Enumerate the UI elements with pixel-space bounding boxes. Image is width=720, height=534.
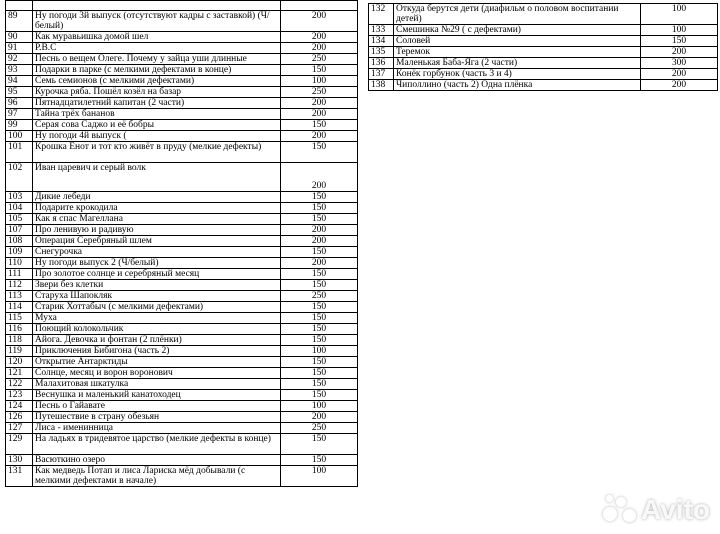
table-row [6, 280, 358, 291]
item-title: Тайна трёх бананов [33, 109, 281, 120]
table-row [6, 412, 358, 423]
table-row [369, 69, 718, 80]
item-title: Семь семионов (с мелкими дефектами) [33, 76, 281, 87]
item-price: 150 [281, 65, 358, 76]
table-row [6, 401, 358, 412]
item-title: Маленькая Баба-Яга (2 части) [394, 58, 641, 69]
item-title: На ладьях в тридевятое царство (мелкие дефекты в конце) [33, 434, 281, 455]
item-price: 150 [281, 142, 358, 163]
item-price: 200 [281, 98, 358, 109]
table-row [6, 324, 358, 335]
item-price: 200 [281, 43, 358, 54]
item-number: 99 [6, 120, 33, 131]
table-row [369, 58, 718, 69]
table-row [6, 120, 358, 131]
item-price: 200 [281, 131, 358, 142]
item-title: Крошка Енот и тот кто живёт в пруду (мелкие дефекты) [33, 142, 281, 163]
item-number: 127 [6, 423, 33, 434]
item-number: 131 [6, 466, 33, 487]
table-row [6, 466, 358, 487]
avito-logo-icon [603, 495, 637, 525]
item-price: 150 [281, 455, 358, 466]
table-row [6, 163, 358, 192]
item-price: 150 [281, 379, 358, 390]
item-price: 100 [641, 25, 718, 36]
item-price: 250 [281, 87, 358, 98]
item-price [281, 1, 358, 11]
item-title: Смешинка №29 ( с дефектами) [394, 25, 641, 36]
item-number: 134 [369, 36, 394, 47]
table-row [6, 258, 358, 269]
table-row [6, 11, 358, 32]
item-price: 150 [281, 203, 358, 214]
item-price: 100 [641, 4, 718, 25]
table-row [369, 47, 718, 58]
item-title: Операция Серебряный шлем [33, 236, 281, 247]
table-row [369, 4, 718, 25]
table-row [369, 80, 718, 91]
table-row [6, 98, 358, 109]
item-title: Ну погоди выпуск 2 (Ч/белый) [33, 258, 281, 269]
item-number: 114 [6, 302, 33, 313]
item-number: 104 [6, 203, 33, 214]
item-title: Песнь о вещем Олеге. Почему у зайца уши длинные [33, 54, 281, 65]
item-price: 200 [281, 225, 358, 236]
item-price: 150 [281, 214, 358, 225]
price-list-table-left [5, 0, 358, 487]
table-row [6, 225, 358, 236]
item-title: Айога. Девочка и фонтан (2 плёнки) [33, 335, 281, 346]
item-number: 112 [6, 280, 33, 291]
item-price: 150 [281, 335, 358, 346]
item-number: 107 [6, 225, 33, 236]
table-row [6, 269, 358, 280]
watermark-text: Avito [641, 494, 710, 525]
table-row [6, 54, 358, 65]
item-number: 91 [6, 43, 33, 54]
table-row [6, 455, 358, 466]
item-title: Старуха Шапокляк [33, 291, 281, 302]
item-title: Курочка ряба. Пошёл козёл на базар [33, 87, 281, 98]
item-number: 108 [6, 236, 33, 247]
item-title: Про золотое солнце и серебряный месяц [33, 269, 281, 280]
left-table-body [6, 1, 358, 487]
table-row [6, 43, 358, 54]
item-number: 115 [6, 313, 33, 324]
table-row [6, 291, 358, 302]
table-row [6, 302, 358, 313]
item-title: Песнь о Гайавате [33, 401, 281, 412]
item-number: 122 [6, 379, 33, 390]
item-price: 200 [281, 236, 358, 247]
item-title [33, 1, 281, 11]
table-row [6, 434, 358, 455]
item-number: 137 [369, 69, 394, 80]
item-number: 116 [6, 324, 33, 335]
item-title: Васюткино озеро [33, 455, 281, 466]
table-row [6, 247, 358, 258]
table-row [6, 368, 358, 379]
item-number: 109 [6, 247, 33, 258]
item-price: 150 [281, 313, 358, 324]
item-title: Как я спас Магеллана [33, 214, 281, 225]
table-row [6, 32, 358, 43]
item-price: 200 [281, 32, 358, 43]
item-price: 250 [281, 54, 358, 65]
item-price: 200 [281, 163, 358, 192]
item-title: Звери без клетки [33, 280, 281, 291]
item-price: 250 [281, 423, 358, 434]
item-title: Серая сова Саджо и её бобры [33, 120, 281, 131]
item-title: Ну погоди 3й выпуск (отсутствуют кадры с заставкой) (Ч/белый) [33, 11, 281, 32]
item-number: 138 [369, 80, 394, 91]
item-price: 150 [281, 390, 358, 401]
table-row [6, 335, 358, 346]
item-price: 150 [281, 302, 358, 313]
item-title: Теремок [394, 47, 641, 58]
item-title: Конёк горбунок (часть 3 и 4) [394, 69, 641, 80]
item-number: 90 [6, 32, 33, 43]
item-number: 105 [6, 214, 33, 225]
avito-watermark [603, 494, 710, 526]
table-row [369, 25, 718, 36]
item-number: 123 [6, 390, 33, 401]
item-title: Дикие лебеди [33, 192, 281, 203]
item-number: 94 [6, 76, 33, 87]
item-number: 119 [6, 346, 33, 357]
item-number: 113 [6, 291, 33, 302]
item-price: 200 [641, 69, 718, 80]
item-price: 150 [281, 192, 358, 203]
table-row [6, 192, 358, 203]
item-number: 95 [6, 87, 33, 98]
item-price: 150 [281, 120, 358, 131]
item-number: 92 [6, 54, 33, 65]
item-number: 97 [6, 109, 33, 120]
item-price: 150 [281, 280, 358, 291]
item-price: 200 [281, 412, 358, 423]
table-row [369, 36, 718, 47]
item-price: 100 [281, 466, 358, 487]
item-price: 200 [641, 80, 718, 91]
item-title: Муха [33, 313, 281, 324]
item-number: 133 [369, 25, 394, 36]
item-price: 150 [281, 247, 358, 258]
item-number: 96 [6, 98, 33, 109]
table-row [6, 379, 358, 390]
item-price: 300 [641, 58, 718, 69]
item-number: 89 [6, 11, 33, 32]
item-price: 250 [281, 291, 358, 302]
table-row [6, 313, 358, 324]
table-row [6, 346, 358, 357]
item-title: Чиполлино (часть 2) Одна плёнка [394, 80, 641, 91]
item-title: Снегурочка [33, 247, 281, 258]
table-row [6, 131, 358, 142]
item-title: Путешествие в страну обезьян [33, 412, 281, 423]
item-number: 130 [6, 455, 33, 466]
item-number: 126 [6, 412, 33, 423]
table-row [6, 87, 358, 98]
item-title: Р.В.С [33, 43, 281, 54]
item-number: 132 [369, 4, 394, 25]
table-row [6, 214, 358, 225]
item-price: 150 [281, 434, 358, 455]
item-title: Солнце, месяц и ворон воронович [33, 368, 281, 379]
table-row [6, 76, 358, 87]
item-title: Про ленивую и радивую [33, 225, 281, 236]
item-price: 200 [281, 109, 358, 120]
item-price: 150 [641, 36, 718, 47]
item-title: Подарите крокодила [33, 203, 281, 214]
item-title: Веснушка и маленький канатоходец [33, 390, 281, 401]
item-number: 124 [6, 401, 33, 412]
item-title: Приключения Бибигона (часть 2) [33, 346, 281, 357]
table-row [6, 390, 358, 401]
item-title: Малахитовая шкатулка [33, 379, 281, 390]
table-row [6, 236, 358, 247]
item-title: Иван царевич и серый волк [33, 163, 281, 192]
item-number: 103 [6, 192, 33, 203]
item-number: 120 [6, 357, 33, 368]
item-price: 200 [281, 258, 358, 269]
item-title: Старик Хоттабыч (с мелкими дефектами) [33, 302, 281, 313]
item-price: 150 [281, 269, 358, 280]
right-table-body [369, 4, 718, 91]
item-price: 100 [281, 401, 358, 412]
item-price: 150 [281, 357, 358, 368]
item-number: 102 [6, 163, 33, 192]
item-number: 101 [6, 142, 33, 163]
item-number: 100 [6, 131, 33, 142]
table-row [6, 142, 358, 163]
item-price: 150 [281, 368, 358, 379]
item-number: 121 [6, 368, 33, 379]
item-number: 110 [6, 258, 33, 269]
item-number: 111 [6, 269, 33, 280]
item-number: 136 [369, 58, 394, 69]
table-row [6, 109, 358, 120]
item-price: 200 [281, 11, 358, 32]
item-number: 118 [6, 335, 33, 346]
table-row [6, 1, 358, 11]
item-price: 100 [281, 76, 358, 87]
item-number: 135 [369, 47, 394, 58]
item-price: 200 [641, 47, 718, 58]
table-row [6, 423, 358, 434]
table-row [6, 65, 358, 76]
item-price: 150 [281, 324, 358, 335]
item-price: 100 [281, 346, 358, 357]
item-title: Подарки в парке (с мелкими дефектами в конце) [33, 65, 281, 76]
table-row [6, 357, 358, 368]
price-list-table-right [368, 3, 718, 91]
item-number: 129 [6, 434, 33, 455]
table-row [6, 203, 358, 214]
item-title: Открытие Антарктиды [33, 357, 281, 368]
item-title: Как медведь Потап и лиса Лариска мёд добывали (с мелкими дефектами в начале) [33, 466, 281, 487]
item-title: Откуда берутся дети (диафильм о половом воспитании детей) [394, 4, 641, 25]
item-title: Лиса - именинница [33, 423, 281, 434]
item-title: Ну погоди 4й выпуск ( [33, 131, 281, 142]
item-number: 93 [6, 65, 33, 76]
item-number [6, 1, 33, 11]
item-title: Соловей [394, 36, 641, 47]
item-title: Поющий колокольчик [33, 324, 281, 335]
item-title: Пятнадцатилетний капитан (2 части) [33, 98, 281, 109]
item-title: Как муравьишка домой шел [33, 32, 281, 43]
